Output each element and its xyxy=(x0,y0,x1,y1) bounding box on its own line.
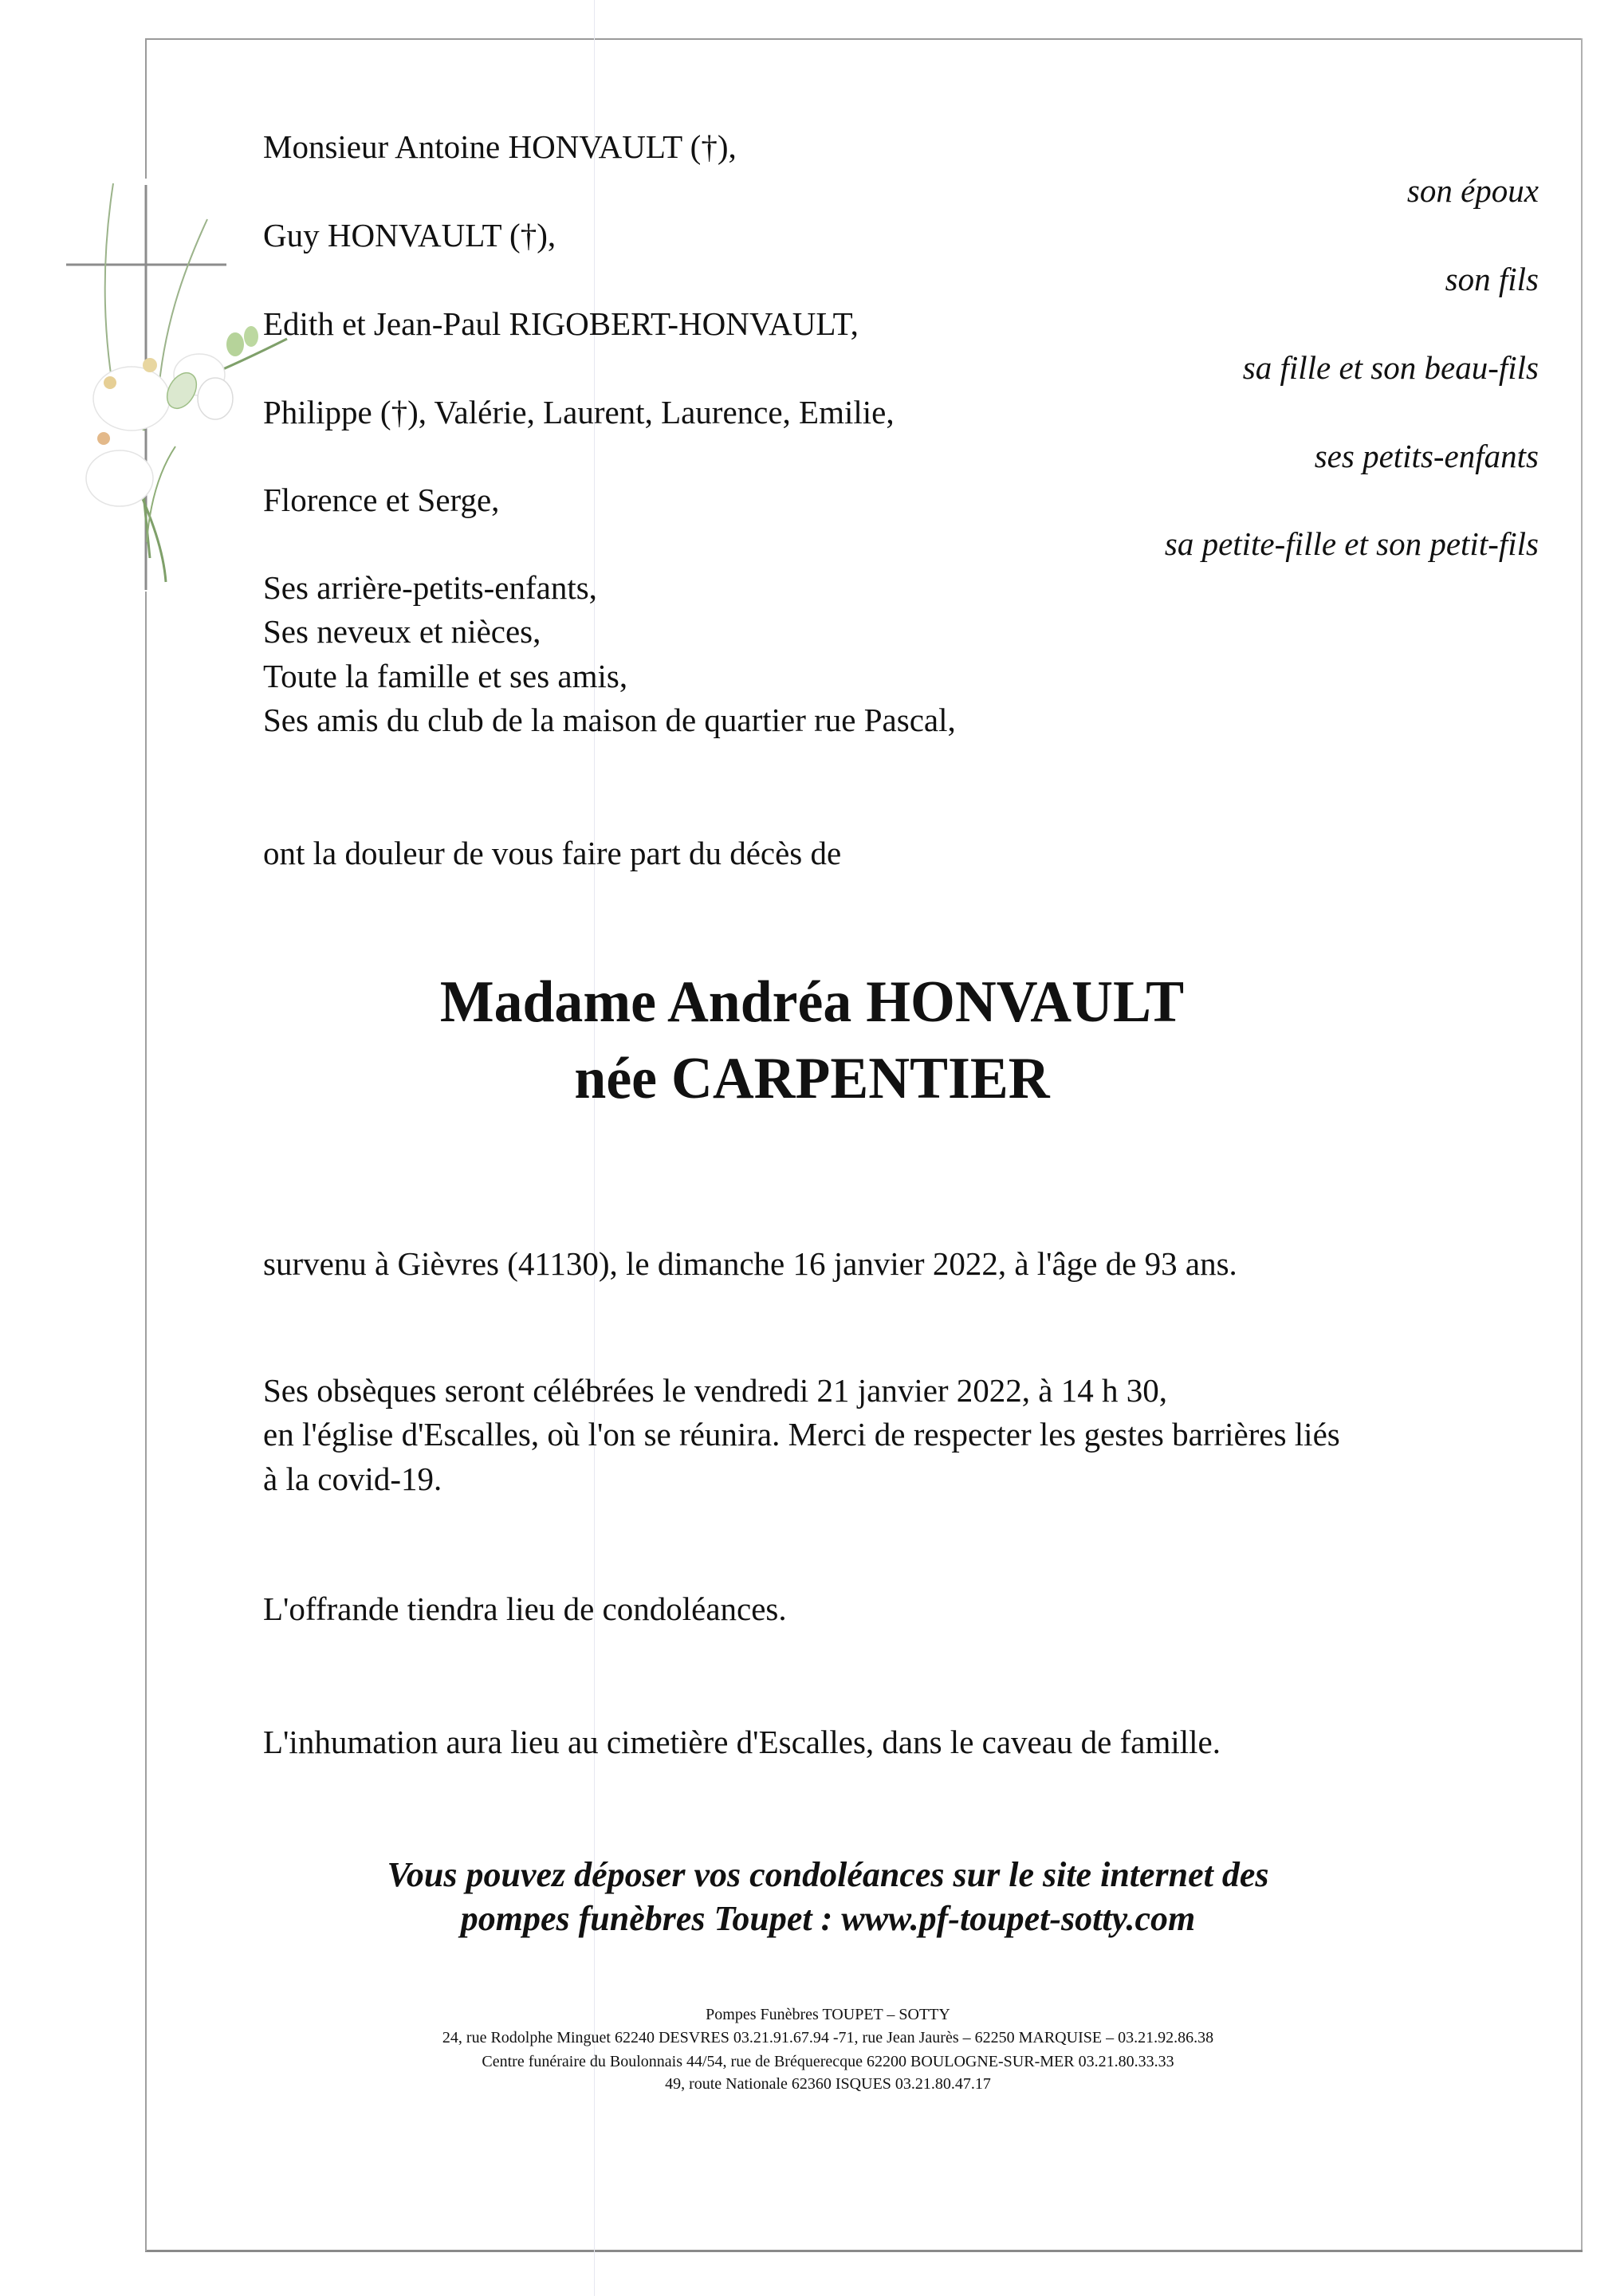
frame-border-left-upper xyxy=(145,38,147,179)
flower-bud xyxy=(244,326,258,347)
frame-border-left-lower xyxy=(145,592,147,2251)
death-notice: survenu à Gièvres (41130), le dimanche 16 janvier 2022, à l'âge de 93 ans. xyxy=(263,1245,1237,1282)
deceased-maiden-name: née CARPENTIER xyxy=(574,1046,1050,1111)
footer-address: 24, rue Rodolphe Minguet 62240 DESVRES 03.21.91.67.94 -71, rue Jean Jaurès – 62250 MARQUISE – 03.21.92.86.38 xyxy=(442,2029,1214,2046)
funeral-line: en l'église d'Escalles, où l'on se réunira. Merci de respecter les gestes barrières liés xyxy=(263,1416,1340,1453)
orchid-center xyxy=(143,358,157,372)
orchid-center xyxy=(97,432,110,445)
condolences-line: Vous pouvez déposer vos condoléances sur le site internet des xyxy=(387,1855,1269,1894)
family-member-name: Philippe (†), Valérie, Laurent, Laurence, Emilie, xyxy=(263,394,895,431)
deceased-name: Madame Andréa HONVAULT xyxy=(439,969,1185,1035)
footer-address: Centre funéraire du Boulonnais 44/54, rue de Bréquerecque 62200 BOULOGNE-SUR-MER 03.21.80.33.33 xyxy=(482,2053,1174,2070)
footer-address: 49, route Nationale 62360 ISQUES 03.21.80.47.17 xyxy=(665,2075,991,2093)
stem xyxy=(147,446,175,542)
condolences-line-with-website[interactable]: pompes funèbres Toupet : www.pf-toupet-sotty.com xyxy=(460,1899,1196,1938)
family-member-name: Florence et Serge, xyxy=(263,482,500,518)
family-member-name: Monsieur Antoine HONVAULT (†), xyxy=(263,128,737,165)
family-member-name: Edith et Jean-Paul RIGOBERT-HONVAULT, xyxy=(263,305,859,342)
frame-border-bottom xyxy=(145,2250,1583,2252)
family-other: Toute la famille et ses amis, xyxy=(263,658,628,694)
family-other: Ses amis du club de la maison de quartier rue Pascal, xyxy=(263,702,956,738)
family-member-relation: son fils xyxy=(1445,261,1539,297)
family-member-relation: sa fille et son beau-fils xyxy=(1242,349,1539,386)
offering-note: L'offrande tiendra lieu de condoléances. xyxy=(263,1590,787,1627)
orchid-center xyxy=(104,376,116,389)
orchid-petal xyxy=(93,367,170,431)
flower-bud xyxy=(226,332,244,356)
family-other: Ses arrière-petits-enfants, xyxy=(263,569,597,606)
orchid-petal xyxy=(198,378,233,419)
scan-fold-line xyxy=(594,0,595,2296)
frame-border-top xyxy=(145,38,1582,40)
announcement-text: ont la douleur de vous faire part du décès de xyxy=(263,835,842,871)
orchid-petal xyxy=(86,450,153,506)
footer-company-name: Pompes Funèbres TOUPET – SOTTY xyxy=(706,2006,950,2023)
funeral-line: à la covid-19. xyxy=(263,1461,442,1497)
funeral-line: Ses obsèques seront célébrées le vendredi 21 janvier 2022, à 14 h 30, xyxy=(263,1372,1168,1409)
burial-note: L'inhumation aura lieu au cimetière d'Escalles, dans le caveau de famille. xyxy=(263,1724,1221,1760)
family-member-relation: sa petite-fille et son petit-fils xyxy=(1164,525,1539,562)
family-member-relation: ses petits-enfants xyxy=(1314,438,1539,474)
family-other: Ses neveux et nièces, xyxy=(263,613,541,650)
family-member-relation: son époux xyxy=(1406,172,1539,209)
family-member-name: Guy HONVAULT (†), xyxy=(263,217,556,254)
